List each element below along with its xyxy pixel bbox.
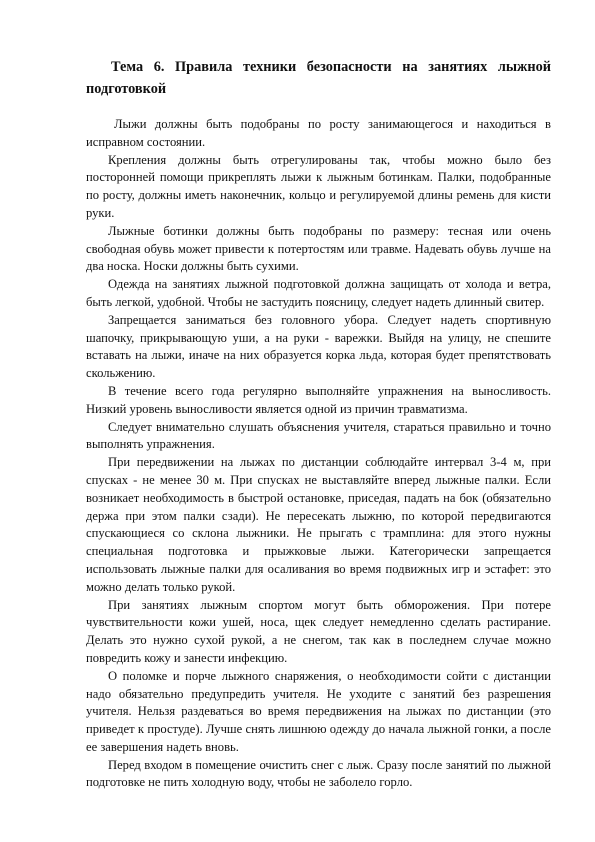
paragraph: При передвижении на лыжах по дистанции соблюдайте интервал 3-4 м, при спусках - не менее 30 м. При спусках не выставляйте вперед лыжные палки. Если возникает необходимость в быстрой остановке, приседая, падать на бок (обязательно держа при этом палки сзади). Не пересекать лыжню, по которой передвигаются спускающиеся со склона лыжники. Не прыгать с трамплина: для этого нужны специальная подготовка и прыжковые лыжи. Категорически запрещается использовать лыжные палки для осаливания во время подвижных игр и эстафет: это можно делать только рукой. <box>86 455 551 594</box>
paragraph: В течение всего года регулярно выполняйте упражнения на выносливость. Низкий уровень выносливости является одной из причин травматизма. <box>86 383 551 416</box>
paragraph: Следует внимательно слушать объяснения учителя, стараться правильно и точно выполнять упражнения. <box>86 419 551 452</box>
paragraph: Запрещается заниматься без головного убора. Следует надеть спортивную шапочку, прикрывающую уши, а на руки - варежки. Выйдя на улицу, не спешите вставать на лыжи, иначе на них образуется корка льда, которая будет препятствовать скольжению. <box>86 312 551 381</box>
paragraph: Лыжи должны быть подобраны по росту занимающегося и находиться в исправном состоянии. <box>86 117 551 149</box>
paragraph: Лыжные ботинки должны быть подобраны по размеру: тесная или очень свободная обувь может привести к потертостям или травме. Надевать обувь лучше на два носка. Носки должны быть сухими. <box>86 223 551 274</box>
document-body <box>86 56 551 792</box>
paragraph: Перед входом в помещение очистить снег с лыж. Сразу после занятий по лыжной подготовке не пить холодную воду, чтобы не заболело горло. <box>86 757 551 790</box>
document-title: Тема 6. Правила техники безопасности на занятиях лыжной подготовкой <box>86 59 551 97</box>
paragraph: Одежда на занятиях лыжной подготовкой должна защищать от холода и ветра, быть легкой, удобной. Чтобы не застудить поясницу, следует надеть длинный свитер. <box>86 277 551 309</box>
paragraph: Крепления должны быть отрегулированы так, чтобы можно было без посторонней помощи прикреплять лыжи к лыжным ботинкам. Палки, подобранные по росту, должны иметь наконечник, кольцо и регулируемой длины ремень для кисти руки. <box>86 152 551 220</box>
paragraph: При занятиях лыжным спортом могут быть обморожения. При потере чувствительности кожи ушей, носа, щек следует немедленно сделать растирание. Делать это нужно сухой рукой, а не снегом, так как в последнем случае можно повредить кожу и занести инфекцию. <box>86 597 551 665</box>
paragraph: О поломке и порче лыжного снаряжения, о необходимости сойти с дистанции надо обязательно предупредить учителя. Не уходите с занятий без разрешения учителя. Нельзя раздеваться во время передвижения на лыжах по дистанции (это приведет к простуде). Лучше снять лишнюю одежду до начала лыжной гонки, а после ее завершения надеть вновь. <box>86 668 551 754</box>
